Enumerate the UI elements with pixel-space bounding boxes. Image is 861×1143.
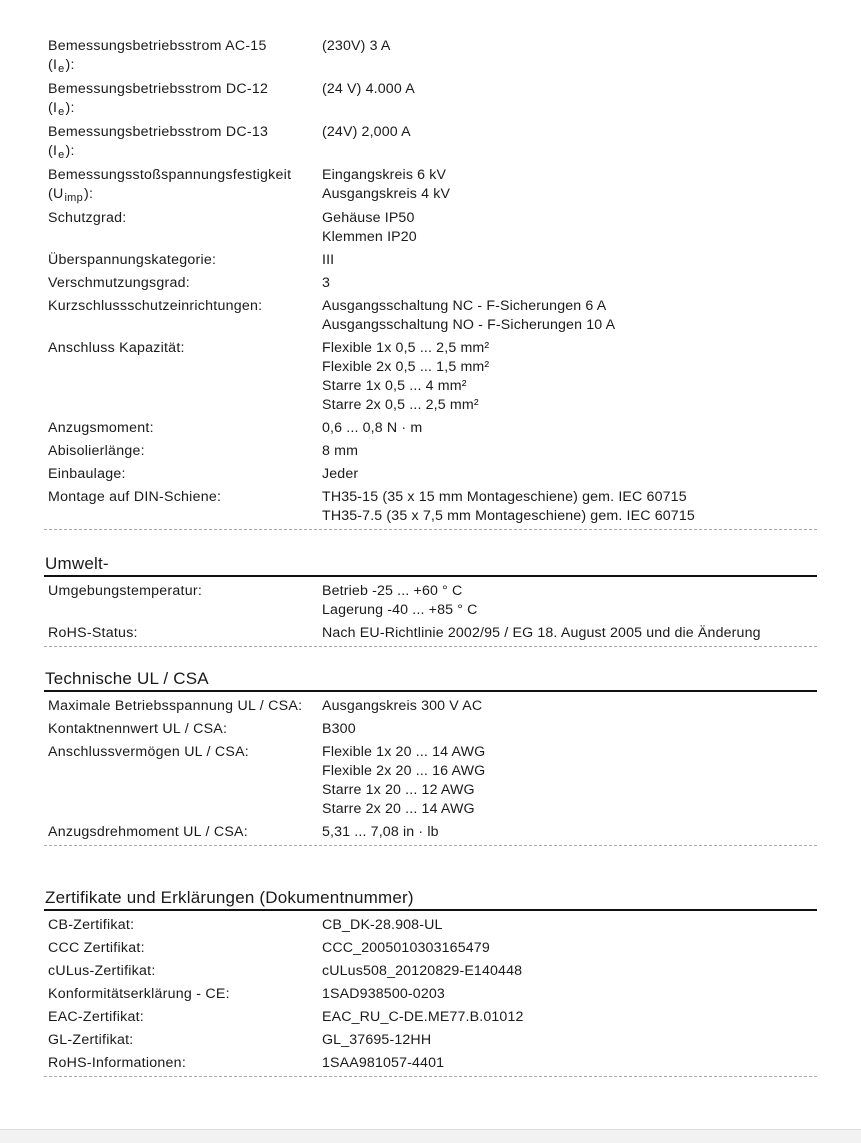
spec-label-close: ): <box>65 100 75 116</box>
spec-row <box>44 1053 817 1076</box>
spec-label-text: Einbaulage: <box>48 466 126 482</box>
spec-label <box>44 465 322 484</box>
spec-row <box>44 984 817 1007</box>
spec-label <box>44 962 322 981</box>
spec-label <box>44 1054 322 1073</box>
spec-value-line: Starre 1x 0,5 ... 4 mm² <box>322 378 467 394</box>
bottom-bar <box>0 1129 861 1143</box>
spec-value-line: Nach EU-Richtlinie 2002/95 / EG 18. August 2005 und die Änderung <box>322 625 761 641</box>
spec-value-line: Lagerung -40 ... +85 ° C <box>322 602 478 618</box>
spec-label <box>44 488 322 507</box>
specs-rows <box>44 36 817 530</box>
spec-row <box>44 250 817 273</box>
spec-value <box>322 697 817 716</box>
spec-value-line: Flexible 1x 20 ... 14 AWG <box>322 744 486 760</box>
spec-label-text: Bemessungsbetriebsstrom DC-12 <box>48 81 269 97</box>
spec-value <box>322 251 817 270</box>
spec-row <box>44 938 817 961</box>
spec-value <box>322 209 817 247</box>
spec-value-line: Ausgangskreis 4 kV <box>322 186 451 202</box>
spec-row <box>44 122 817 165</box>
spec-row <box>44 719 817 742</box>
spec-value-line: 1SAA981057-4401 <box>322 1055 445 1071</box>
spec-label-text: RoHS-Informationen: <box>48 1055 187 1071</box>
spec-label-text: Bemessungsbetriebsstrom DC-13 <box>48 124 269 140</box>
spec-label-subscript: e <box>58 63 65 75</box>
spec-label <box>44 720 322 739</box>
spec-row <box>44 581 817 623</box>
spec-label <box>44 251 322 270</box>
spec-value-line: 1SAD938500-0203 <box>322 986 445 1002</box>
spec-value-line: CB_DK-28.908-UL <box>322 917 443 933</box>
spec-label-text: Kontaktnennwert UL / CSA: <box>48 721 228 737</box>
spec-label-text: Umgebungstemperatur: <box>48 583 203 599</box>
spec-value-line: Klemmen IP20 <box>322 229 417 245</box>
spec-value-line: Ausgangskreis 300 V AC <box>322 698 483 714</box>
spec-label-text: Überspannungskategorie: <box>48 252 217 268</box>
spec-label-text: Kurzschlussschutzeinrichtungen: <box>48 298 263 314</box>
spec-label <box>44 297 322 316</box>
spec-value <box>322 297 817 335</box>
spec-value <box>322 339 817 415</box>
spec-row <box>44 418 817 441</box>
spec-value-line: Ausgangsschaltung NC - F-Sicherungen 6 A <box>322 298 607 314</box>
spec-label-text: Anzugsdrehmoment UL / CSA: <box>48 824 248 840</box>
spec-value <box>322 962 817 981</box>
spec-label-symbol: (I <box>48 100 58 116</box>
spec-label-close: ): <box>83 186 94 202</box>
spec-label <box>44 985 322 1004</box>
spec-value-line: Gehäuse IP50 <box>322 210 415 226</box>
spec-label <box>44 624 322 643</box>
spec-value-line: GL_37695-12HH <box>322 1032 432 1048</box>
spec-value <box>322 274 817 293</box>
spec-value <box>322 465 817 484</box>
spec-value-line: (24V) 2,000 A <box>322 124 411 140</box>
spec-value-line: Starre 1x 20 ... 12 AWG <box>322 782 475 798</box>
spec-label-text: Konformitätserklärung - CE: <box>48 986 230 1002</box>
spec-value <box>322 823 817 842</box>
spec-label <box>44 80 322 119</box>
spec-label-text: CB-Zertifikat: <box>48 917 135 933</box>
spec-row <box>44 36 817 79</box>
spec-value-line: Flexible 2x 0,5 ... 1,5 mm² <box>322 359 490 375</box>
spec-value-line: Ausgangsschaltung NO - F-Sicherungen 10 A <box>322 317 616 333</box>
spec-label-close: ): <box>65 143 75 159</box>
spec-label <box>44 939 322 958</box>
spec-value-line: Starre 2x 20 ... 14 AWG <box>322 801 475 817</box>
section-title-umwelt: Umwelt- <box>44 553 817 577</box>
spec-label-text: Bemessungsbetriebsstrom AC-15 <box>48 38 267 54</box>
spec-label <box>44 339 322 358</box>
umwelt-rows <box>44 577 817 647</box>
spec-value <box>322 123 817 142</box>
section-title-zertifikate: Zertifikate und Erklärungen (Dokumentnummer) <box>44 887 817 911</box>
spec-value <box>322 985 817 1004</box>
spec-row <box>44 273 817 296</box>
spec-value-line: (230V) 3 A <box>322 38 391 54</box>
spec-value-line: 3 <box>322 275 331 291</box>
spec-value <box>322 743 817 819</box>
spec-label-text: RoHS-Status: <box>48 625 138 641</box>
spec-label <box>44 419 322 438</box>
spec-label <box>44 823 322 842</box>
spec-value <box>322 419 817 438</box>
spec-value <box>322 624 817 643</box>
spec-label-text: Montage auf DIN-Schiene: <box>48 489 222 505</box>
section-specs <box>44 36 817 530</box>
spec-value-line: TH35-7.5 (35 x 7,5 mm Montageschiene) gem. IEC 60715 <box>322 508 695 524</box>
spec-label-text: Schutzgrad: <box>48 210 127 226</box>
spec-label-text: cULus-Zertifikat: <box>48 963 156 979</box>
spec-label-symbol: (I <box>48 57 58 73</box>
spec-row <box>44 1030 817 1053</box>
spec-value <box>322 442 817 461</box>
spec-label-text: Anschlussvermögen UL / CSA: <box>48 744 249 760</box>
spec-value-line: TH35-15 (35 x 15 mm Montageschiene) gem. IEC 60715 <box>322 489 687 505</box>
spec-label <box>44 442 322 461</box>
spec-label-text: GL-Zertifikat: <box>48 1032 134 1048</box>
spec-row <box>44 1007 817 1030</box>
section-ulcsa <box>44 668 817 846</box>
spec-label <box>44 37 322 76</box>
spec-label <box>44 582 322 601</box>
spec-label-symbol: (U <box>48 186 64 202</box>
spec-value <box>322 720 817 739</box>
spec-row <box>44 338 817 418</box>
spec-row <box>44 165 817 208</box>
spec-value <box>322 488 817 526</box>
spec-label <box>44 743 322 762</box>
spec-label-text: Bemessungsstoßspannungsfestigkeit <box>48 167 292 183</box>
spec-label <box>44 209 322 228</box>
spec-row <box>44 696 817 719</box>
spec-row <box>44 464 817 487</box>
spec-value <box>322 582 817 620</box>
spec-value-line: Betrieb -25 ... +60 ° C <box>322 583 463 599</box>
spec-value <box>322 80 817 99</box>
spec-label-text: EAC-Zertifikat: <box>48 1009 144 1025</box>
spec-value-line: (24 V) 4.000 A <box>322 81 415 97</box>
spec-value <box>322 916 817 935</box>
spec-value <box>322 1054 817 1073</box>
spec-row <box>44 296 817 338</box>
spec-row <box>44 742 817 822</box>
zertifikate-rows <box>44 911 817 1077</box>
spec-label-subscript: e <box>58 106 65 118</box>
section-zertifikate <box>44 887 817 1077</box>
spec-label-symbol: (I <box>48 143 58 159</box>
spec-value <box>322 37 817 56</box>
spec-value-line: 5,31 ... 7,08 in · lb <box>322 824 439 840</box>
spec-value-line: III <box>322 252 335 268</box>
spec-label <box>44 1008 322 1027</box>
spec-row <box>44 961 817 984</box>
spec-label <box>44 123 322 162</box>
spec-label-subscript: imp <box>64 192 83 204</box>
spec-row <box>44 208 817 250</box>
spec-value <box>322 939 817 958</box>
spec-value-line: Jeder <box>322 466 359 482</box>
spec-value-line: 0,6 ... 0,8 N · m <box>322 420 423 436</box>
spec-value-line: CCC_2005010303165479 <box>322 940 490 956</box>
spec-label-text: Anzugsmoment: <box>48 420 154 436</box>
spec-value <box>322 166 817 204</box>
spec-value-line: Flexible 1x 0,5 ... 2,5 mm² <box>322 340 490 356</box>
spec-label-text: Verschmutzungsgrad: <box>48 275 190 291</box>
spec-label <box>44 166 322 205</box>
spec-value-line: cULus508_20120829-E140448 <box>322 963 523 979</box>
spec-row <box>44 623 817 646</box>
spec-value-line: Starre 2x 0,5 ... 2,5 mm² <box>322 397 479 413</box>
spec-value <box>322 1031 817 1050</box>
spec-label <box>44 1031 322 1050</box>
spec-label-text: Anschluss Kapazität: <box>48 340 185 356</box>
spec-label <box>44 697 322 716</box>
spec-label-text: CCC Zertifikat: <box>48 940 145 956</box>
spec-label-subscript: e <box>58 149 65 161</box>
spec-label-text: Abisolierlänge: <box>48 443 145 459</box>
spec-value-line: Flexible 2x 20 ... 16 AWG <box>322 763 486 779</box>
spec-row <box>44 79 817 122</box>
section-umwelt <box>44 553 817 647</box>
spec-label <box>44 274 322 293</box>
spec-value-line: B300 <box>322 721 356 737</box>
spec-value <box>322 1008 817 1027</box>
ulcsa-rows <box>44 692 817 846</box>
spec-row <box>44 822 817 845</box>
spec-row <box>44 441 817 464</box>
spec-label <box>44 916 322 935</box>
spec-row <box>44 915 817 938</box>
spec-value-line: 8 mm <box>322 443 359 459</box>
spec-label-close: ): <box>65 57 75 73</box>
section-title-ulcsa: Technische UL / CSA <box>44 668 817 692</box>
spec-value-line: EAC_RU_C-DE.ME77.B.01012 <box>322 1009 524 1025</box>
spec-row <box>44 487 817 529</box>
spec-value-line: Eingangskreis 6 kV <box>322 167 447 183</box>
spec-label-text: Maximale Betriebsspannung UL / CSA: <box>48 698 303 714</box>
